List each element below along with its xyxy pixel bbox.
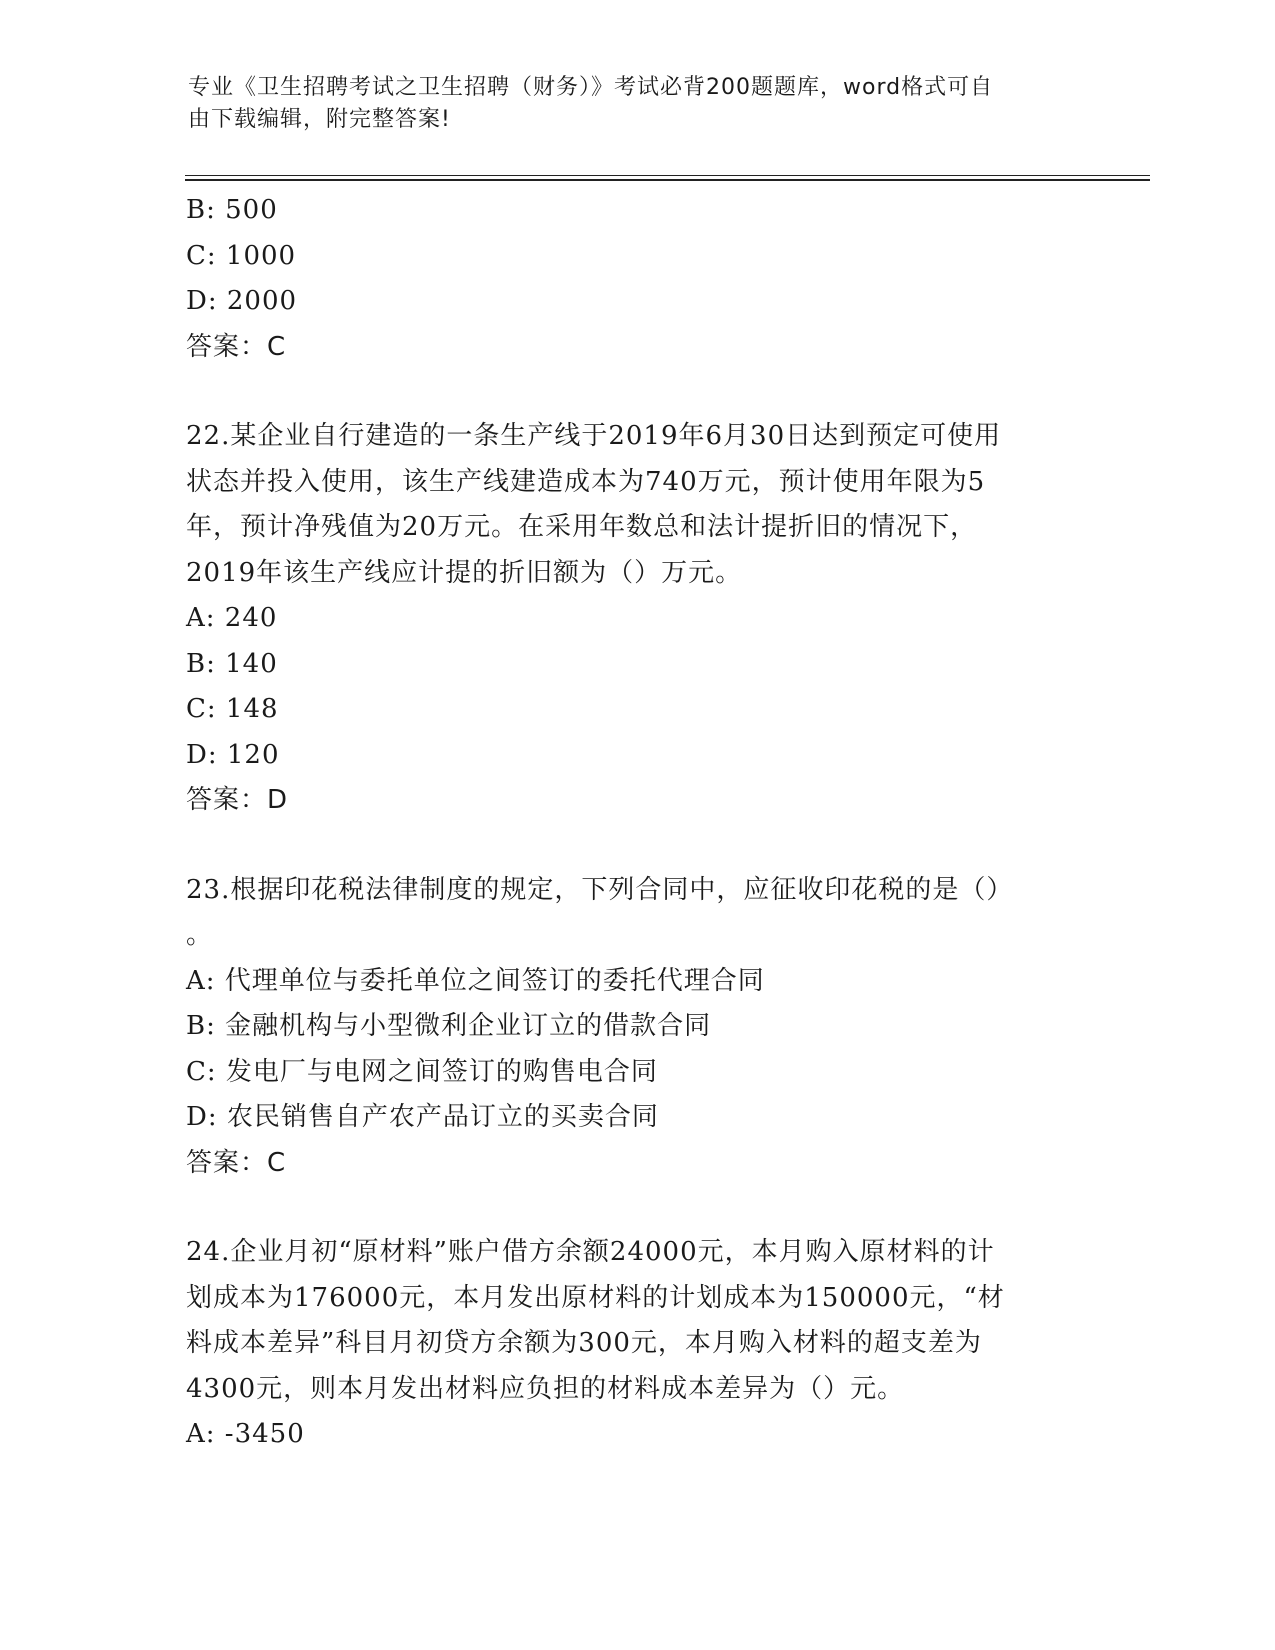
question-text-line: 年，预计净残值为20万元。在采用年数总和法计提折旧的情况下， (186, 512, 978, 542)
option-c: C: 1000 (186, 240, 297, 271)
question-text-line: 状态并投入使用，该生产线建造成本为740万元，预计使用年限为5 (186, 466, 986, 497)
header-rule-thin (185, 175, 1150, 176)
question-21-tail (186, 188, 1086, 370)
question-23 (186, 868, 1086, 1187)
option-a: A: 240 (186, 603, 278, 633)
option-b: B: 140 (186, 648, 278, 679)
document-body (186, 188, 1086, 1458)
question-text-line: 料成本差异”科目月初贷方余额为300元，本月购入材料的超支差为 (186, 1328, 982, 1358)
answer: 答案：C (186, 1147, 287, 1178)
option-a: A: -3450 (186, 1419, 305, 1449)
header-line-1: 专业《卫生招聘考试之卫生招聘（财务）》考试必背200题题库，word格式可自 (188, 75, 994, 100)
header-rule-thick (185, 179, 1150, 181)
option-c: C: 148 (186, 694, 279, 724)
option-d: D: 农民销售自产农产品订立的买卖合同 (186, 1102, 659, 1132)
option-b: B: 500 (186, 195, 278, 225)
answer: 答案：D (186, 785, 289, 815)
option-d: D: 120 (186, 739, 280, 770)
option-c: C: 发电厂与电网之间签订的购售电合同 (186, 1056, 658, 1087)
option-b: B: 金融机构与小型微利企业订立的借款合同 (186, 1011, 712, 1041)
option-a: A: 代理单位与委托单位之间签订的委托代理合同 (186, 965, 765, 996)
question-text-line: 4300元，则本月发出材料应负担的材料成本差异为（）元。 (186, 1373, 905, 1404)
question-text-line: 24.企业月初“原材料”账户借方余额24000元，本月购入原材料的计 (186, 1237, 995, 1267)
question-24 (186, 1230, 1086, 1458)
question-text-line: 划成本为176000元，本月发出原材料的计划成本为150000元，“材 (186, 1282, 1005, 1313)
header-line-2: 由下载编辑，附完整答案! (188, 107, 451, 132)
answer: 答案：C (186, 331, 287, 362)
question-text-line: 22.某企业自行建造的一条生产线于2019年6月30日达到预定可使用 (186, 421, 1002, 451)
question-text-line: 23.根据印花税法律制度的规定，下列合同中，应征收印花税的是（） (186, 874, 1014, 905)
option-d: D: 2000 (186, 286, 298, 316)
question-22 (186, 414, 1086, 824)
document-header (188, 72, 1068, 136)
question-text-line: 2019年该生产线应计提的折旧额为（）万元。 (186, 557, 743, 588)
question-text-line: 。 (186, 920, 214, 950)
